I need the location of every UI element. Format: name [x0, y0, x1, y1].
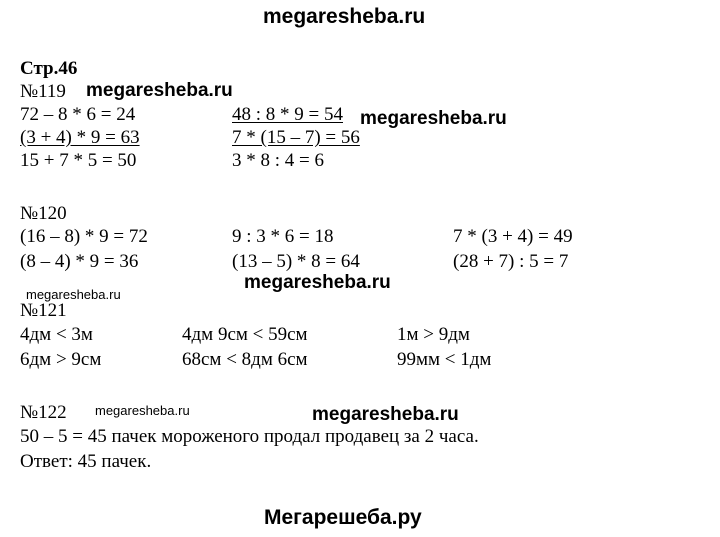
task-119-expr-2: (3 + 4) * 9 = 63	[20, 127, 140, 148]
watermark-4: megaresheba.ru	[26, 287, 121, 302]
task-121-cmp-1: 4дм < 3м	[20, 324, 93, 345]
task-122-solution: 50 – 5 = 45 пачек мороженого продал продавец за 2 часа.	[20, 426, 479, 447]
task-121-cmp-2: 4дм 9см < 59см	[182, 324, 308, 345]
task-120-expr-6: (28 + 7) : 5 = 7	[453, 251, 569, 272]
task-119-number: №119	[20, 81, 66, 102]
task-119-expr-6: 3 * 8 : 4 = 6	[232, 150, 324, 171]
task-122-answer: Ответ: 45 пачек.	[20, 451, 152, 472]
task-120-expr-1: (16 – 8) * 9 = 72	[20, 226, 148, 247]
watermark-3: megaresheba.ru	[244, 272, 391, 293]
task-121-cmp-5: 68см < 8дм 6см	[182, 349, 308, 370]
watermark-5: megaresheba.ru	[95, 403, 190, 418]
task-119-expr-1: 72 – 8 * 6 = 24	[20, 104, 136, 125]
watermark-2: megaresheba.ru	[360, 108, 507, 129]
task-119-expr-4: 48 : 8 * 9 = 54	[232, 104, 343, 125]
task-121-cmp-6: 99мм < 1дм	[397, 349, 492, 370]
task-120-expr-4: (8 – 4) * 9 = 36	[20, 251, 139, 272]
task-122-number: №122	[20, 402, 67, 423]
task-121-number: №121	[20, 300, 67, 321]
task-119-expr-3: 15 + 7 * 5 = 50	[20, 150, 137, 171]
task-121-cmp-3: 1м > 9дм	[397, 324, 470, 345]
task-120-number: №120	[20, 203, 67, 224]
task-120-expr-3: 7 * (3 + 4) = 49	[453, 226, 573, 247]
task-121-cmp-4: 6дм > 9см	[20, 349, 102, 370]
footer-site-title: Мегарешеба.ру	[264, 506, 422, 529]
page-reference: Стр.46	[20, 58, 78, 79]
watermark-6: megaresheba.ru	[312, 404, 459, 425]
task-120-expr-2: 9 : 3 * 6 = 18	[232, 226, 334, 247]
task-119-expr-5: 7 * (15 – 7) = 56	[232, 127, 360, 148]
header-site-title: megaresheba.ru	[263, 5, 426, 28]
task-120-expr-5: (13 – 5) * 8 = 64	[232, 251, 360, 272]
watermark-1: megaresheba.ru	[86, 80, 233, 101]
